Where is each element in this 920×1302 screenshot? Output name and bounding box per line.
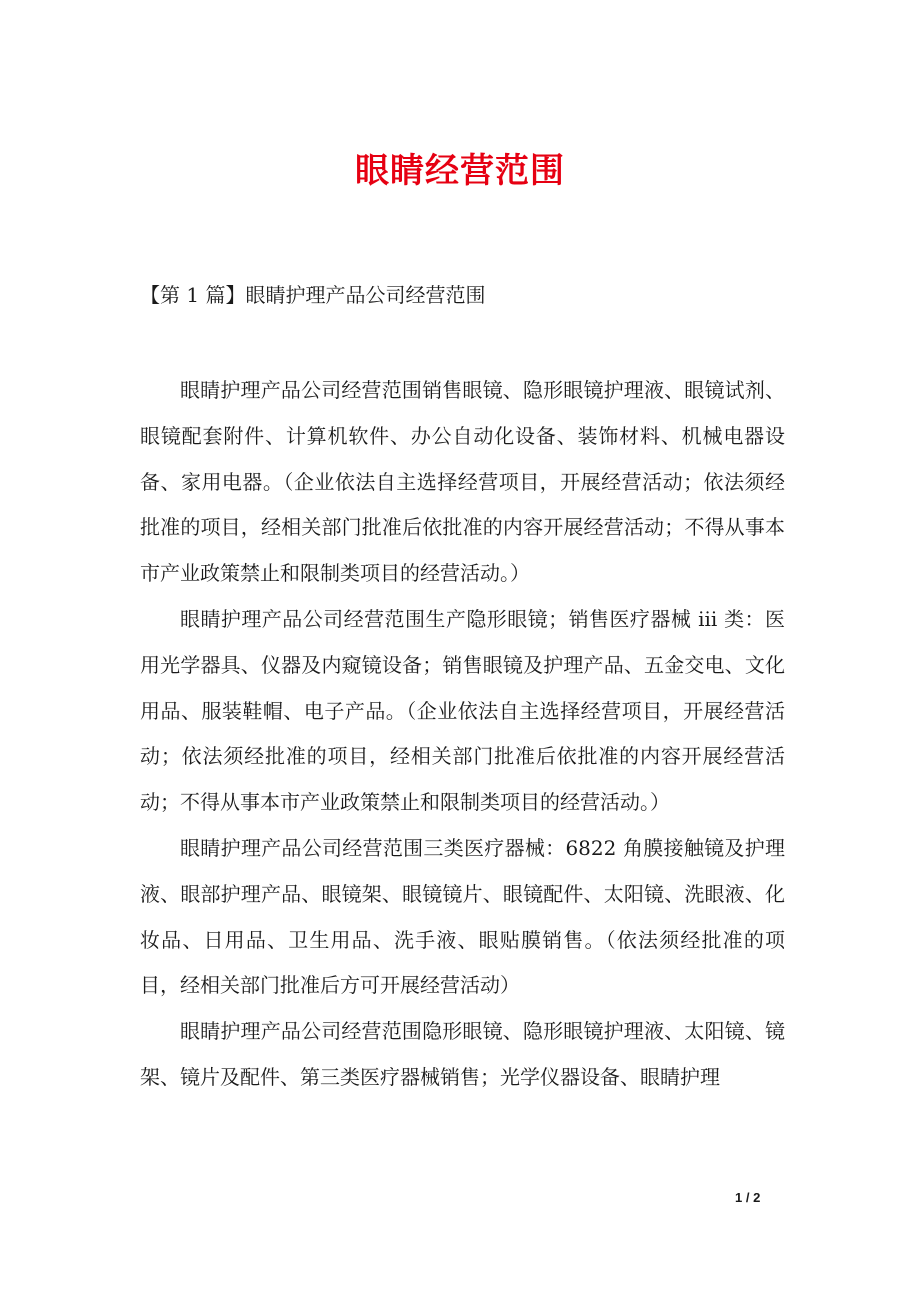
paragraph-1: 眼睛护理产品公司经营范围销售眼镜、隐形眼镜护理液、眼镜试剂、眼镜配套附件、计算机软件、办公自动化设备、装饰材料、机械电器设备、家用电器。（企业依法自主选择经营项目，开展经营活动；依法须经批准的项目，经相关部门批准后依批准的内容开展经营活动；不得从事本市产业政策禁止和限制类项目的经营活动。） (140, 378, 785, 586)
paragraph-4: 眼睛护理产品公司经营范围隐形眼镜、隐形眼镜护理液、太阳镜、镜架、镜片及配件、第三类医疗器械销售；光学仪器设备、眼睛护理 (140, 1019, 785, 1089)
paragraph-3: 眼睛护理产品公司经营范围三类医疗器械：6822 角膜接触镜及护理液、眼部护理产品、眼镜架、眼镜镜片、眼镜配件、太阳镜、洗眼液、化妆品、日用品、卫生用品、洗手液、眼贴膜销售。（依法须经批准的项目，经相关部门批准后方可开展经营活动） (140, 835, 785, 998)
section-heading: 【第 1 篇】眼睛护理产品公司经营范围 (140, 283, 486, 307)
document-body (140, 368, 785, 1101)
page-number: 1 / 2 (735, 1190, 761, 1205)
page-title: 眼睛经营范围 (355, 151, 565, 191)
paragraph-2: 眼睛护理产品公司经营范围生产隐形眼镜；销售医疗器械 iii 类：医用光学器具、仪器及内窥镜设备；销售眼镜及护理产品、五金交电、文化用品、服装鞋帽、电子产品。（企业依法自主选择经营项目，开展经营活动；依法须经批准的项目，经相关部门批准后依批准的内容开展经营活动；不得从事本市产业政策禁止和限制类项目的经营活动。） (140, 606, 785, 815)
